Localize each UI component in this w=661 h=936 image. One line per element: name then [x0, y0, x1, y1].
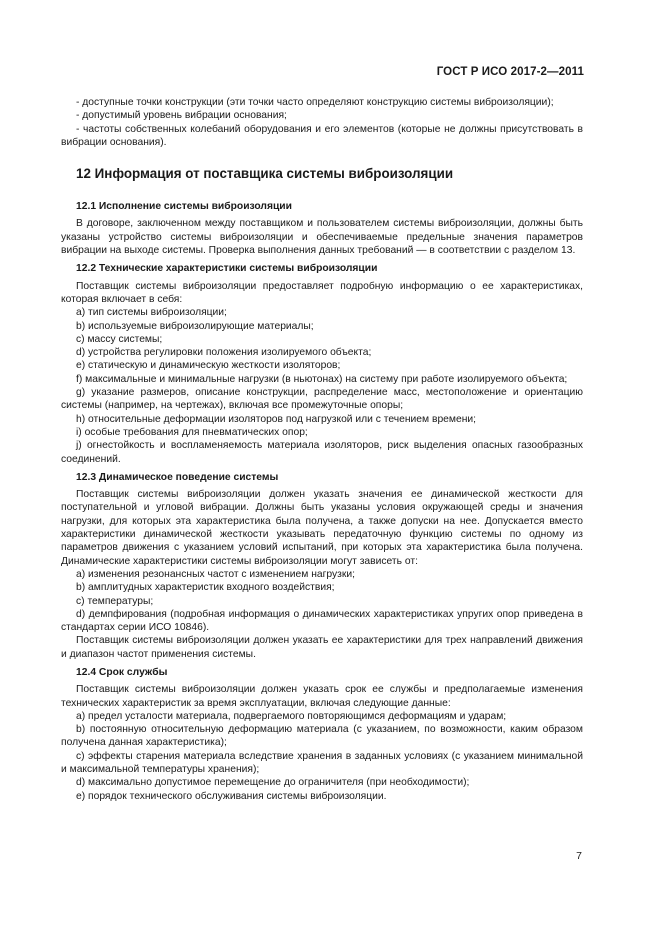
- page-number: 7: [576, 850, 582, 862]
- list-item: d) максимально допустимое перемещение до ограничителя (при необходимости);: [76, 777, 470, 789]
- section-12-heading: 12 Информация от поставщика системы виброизоляции: [76, 166, 454, 182]
- list-item: b) постоянную относительную деформацию материала (с указанием, по возможности, каким образом получена данная характеристика);: [61, 724, 583, 749]
- list-item: b) используемые виброизолирующие материалы;: [76, 320, 314, 332]
- list-item: a) изменения резонансных частот с изменением нагрузки;: [76, 568, 355, 580]
- list-item: i) особые требования для пневматических опор;: [76, 426, 308, 438]
- subsection-12-2-heading: 12.2 Технические характеристики системы виброизоляции: [76, 263, 378, 275]
- subsection-12-1-heading: 12.1 Исполнение системы виброизоляции: [76, 201, 292, 213]
- list-item: b) амплитудных характеристик входного воздействия;: [76, 582, 335, 594]
- subsection-12-3-heading: 12.3 Динамическое поведение системы: [76, 471, 279, 483]
- subsection-12-1-text: В договоре, заключенном между поставщиком и пользователем системы виброизоляции, должны быть указаны устройство системы виброизоляции и обеспечиваемые предельные значения параметров вибрации на выходе системы. Проверка выполнения данных требований — в соответствии с разделом 13.: [61, 218, 583, 257]
- list-item: f) максимальные и минимальные нагрузки (в ньютонах) на систему при работе изолируемого объекта;: [76, 373, 568, 385]
- document-code-header: ГОСТ Р ИСО 2017-2—2011: [436, 66, 584, 78]
- subsection-12-2-intro: Поставщик системы виброизоляции предоставляет подробную информацию о ее характеристиках, которая включает в себя:: [61, 280, 583, 305]
- intro-list-item: - допустимый уровень вибрации основания;: [76, 110, 287, 122]
- subsection-12-3-closing: Поставщик системы виброизоляции должен указать ее характеристики для трех направлений движения и диапазон частот применения системы.: [61, 635, 583, 660]
- list-item: c) массу системы;: [76, 333, 163, 345]
- list-item: c) температуры;: [76, 595, 154, 607]
- list-item: e) статическую и динамическую жесткости изоляторов;: [76, 360, 341, 372]
- list-item: g) указание размеров, описание конструкции, распределение масс, местоположение и ориентацию системы (например, на чертежах), включая все промежуточные опоры;: [61, 387, 583, 412]
- list-item: d) устройства регулировки положения изолируемого объекта;: [76, 347, 372, 359]
- list-item: a) тип системы виброизоляции;: [76, 307, 227, 319]
- list-item: c) эффекты старения материала вследствие хранения в заданных условиях (с указанием минимальной и максимальной температуры хранения);: [61, 750, 583, 776]
- list-item: e) порядок технического обслуживания системы виброизоляции.: [76, 790, 387, 802]
- subsection-12-3-text: Поставщик системы виброизоляции должен указать значения ее динамической жесткости для поступательной и угловой вибрации. Должны быть указаны условия окружающей среды и значения нагрузки, для которых эта характеристика была получена, а также допуски на нее. Допускается вместо характеристики динамической жесткости указывать передаточную функцию системы по одному из параметров движения с указанием условий испытаний, при которых эта характеристика была получена. Динамические характеристики системы виброизоляции могут зависеть от:: [61, 489, 583, 567]
- intro-list-item: - доступные точки конструкции (эти точки часто определяют конструкцию системы виброизоляции);: [76, 97, 554, 108]
- list-item: a) предел усталости материала, подвергаемого повторяющимся деформациям и ударам;: [76, 710, 507, 722]
- subsection-12-4-intro: Поставщик системы виброизоляции должен указать срок ее службы и предполагаемые изменения технических характеристик за время эксплуатации, включая следующие данные:: [61, 684, 583, 709]
- list-item: h) относительные деформации изоляторов под нагрузкой или с течением времени;: [76, 413, 477, 425]
- subsection-12-4-heading: 12.4 Срок службы: [76, 666, 168, 678]
- list-item: d) демпфирования (подробная информация о динамических характеристиках упругих опор приведена в стандартах серии ИСО 10846).: [61, 608, 583, 634]
- document-body: [61, 96, 583, 803]
- list-item: j) огнестойкость и воспламеняемость материала изоляторов, риск выделения опасных газообразных соединений.: [61, 440, 583, 465]
- intro-list-item: - частоты собственных колебаний оборудования и его элементов (которые не должны присутствовать в вибрации основания).: [61, 123, 583, 148]
